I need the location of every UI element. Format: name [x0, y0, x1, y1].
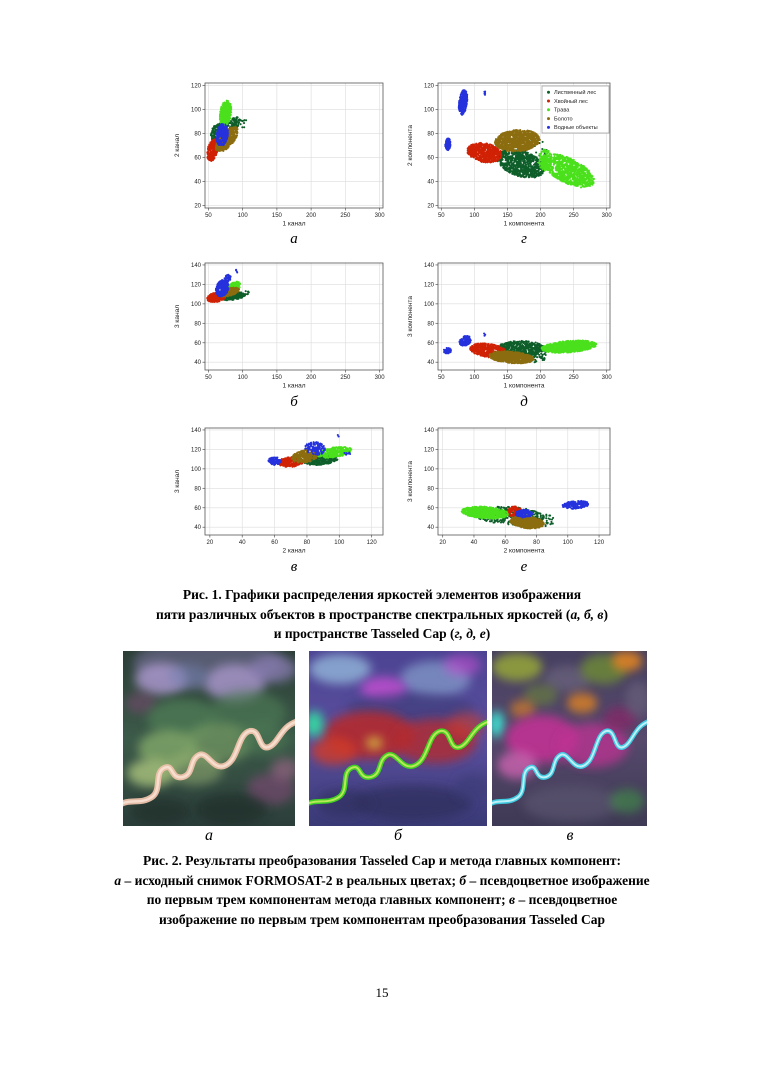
scatter-plot-a-canvas	[170, 73, 400, 233]
y-axis-label: 3 компонента	[407, 296, 414, 337]
svg-text:100: 100	[237, 375, 248, 381]
svg-text:200: 200	[535, 213, 546, 219]
y-axis-label: 2 компонента	[407, 125, 414, 166]
svg-text:100: 100	[190, 107, 201, 114]
svg-text:20: 20	[206, 540, 214, 546]
svg-text:80: 80	[427, 486, 434, 493]
svg-text:250: 250	[340, 213, 351, 219]
svg-text:100: 100	[237, 213, 248, 219]
scatter-plot-e	[403, 418, 627, 560]
satellite-image-b	[309, 651, 487, 826]
svg-text:150: 150	[502, 375, 513, 381]
figure2-caption: Рис. 2. Результаты преобразования Tasseled Cap и метода главных компонент: а – исходный снимок FORMOSAT-2 в реальных цветах; б – псевдоцветное изображение по первым трем компонентам метода главных компонент; в – псевдоцветное изображение по первым трем компонентам преобразования Tasseled Cap	[114, 853, 650, 927]
svg-text:80: 80	[194, 486, 201, 493]
legend-marker	[547, 117, 550, 120]
legend	[542, 86, 609, 133]
svg-text:60: 60	[427, 505, 434, 512]
scatter-plot-g	[403, 73, 627, 233]
scatter-plot-v-canvas	[170, 418, 400, 560]
x-axis-label: 1 компонента	[503, 220, 545, 228]
svg-text:60: 60	[271, 540, 278, 546]
svg-text:120: 120	[423, 447, 434, 454]
svg-text:100: 100	[469, 213, 480, 219]
subplot-label-g: г	[521, 231, 527, 247]
svg-text:140: 140	[423, 262, 434, 269]
image-label-b: б	[393, 827, 403, 844]
y-axis-label: 3 канал	[174, 304, 181, 329]
svg-text:100: 100	[190, 301, 201, 308]
svg-text:300: 300	[601, 375, 612, 381]
svg-text:120: 120	[594, 540, 605, 546]
svg-text:120: 120	[190, 83, 201, 90]
x-axis-label: 1 компонента	[503, 382, 545, 390]
svg-text:40: 40	[194, 179, 201, 186]
scatter-plot-e-canvas	[403, 418, 627, 560]
scatter-plot-v	[170, 418, 400, 560]
x-axis-label: 1 канал	[282, 382, 306, 390]
svg-text:200: 200	[535, 375, 546, 381]
subplot-label-v: в	[290, 559, 298, 575]
svg-text:50: 50	[437, 375, 445, 381]
subplot-label-b: б	[290, 394, 298, 410]
y-axis-label: 3 канал	[174, 469, 181, 494]
legend-marker	[547, 100, 550, 103]
svg-text:60: 60	[427, 155, 434, 162]
svg-text:120: 120	[423, 83, 434, 90]
series-4	[216, 124, 228, 145]
svg-text:80: 80	[194, 131, 201, 138]
page-number: 15	[375, 985, 389, 1000]
svg-text:200: 200	[306, 213, 317, 219]
satellite-image-b-canvas	[309, 651, 487, 826]
satellite-image-v-canvas	[492, 651, 647, 826]
x-axis-label: 2 канал	[282, 547, 306, 555]
svg-text:60: 60	[194, 505, 201, 512]
svg-text:40: 40	[470, 540, 478, 546]
svg-text:60: 60	[501, 540, 509, 546]
svg-text:20: 20	[427, 203, 434, 210]
legend-label: Хвойный лес	[554, 98, 588, 105]
svg-text:250: 250	[568, 213, 579, 219]
legend-label: Водные объекты	[554, 125, 598, 132]
svg-text:100: 100	[562, 540, 573, 546]
legend-label: Болото	[554, 116, 573, 123]
legend-marker	[547, 108, 550, 111]
satellite-image-v	[492, 651, 647, 826]
y-axis-label: 2 канал	[174, 133, 181, 158]
svg-text:140: 140	[190, 427, 201, 434]
scatter-plot-b	[170, 253, 400, 395]
svg-text:40: 40	[427, 179, 434, 186]
svg-text:120: 120	[190, 282, 201, 289]
svg-text:300: 300	[374, 375, 385, 381]
svg-text:40: 40	[427, 360, 434, 367]
svg-text:80: 80	[533, 540, 540, 546]
svg-text:80: 80	[427, 321, 434, 328]
legend-marker	[547, 91, 550, 94]
svg-text:20: 20	[439, 540, 447, 546]
svg-text:120: 120	[366, 540, 377, 546]
svg-text:40: 40	[238, 540, 246, 546]
svg-text:100: 100	[334, 540, 345, 546]
svg-text:100: 100	[190, 466, 201, 473]
svg-text:60: 60	[427, 340, 434, 347]
scatter-plot-g-canvas	[403, 73, 627, 233]
subplot-label-a: а	[290, 231, 298, 247]
image-label-a: а	[205, 827, 213, 844]
svg-text:120: 120	[423, 282, 434, 289]
svg-text:50: 50	[205, 375, 212, 381]
svg-text:80: 80	[427, 131, 434, 138]
svg-text:200: 200	[306, 375, 317, 381]
scatter-plot-d-canvas	[403, 253, 627, 395]
svg-text:80: 80	[194, 321, 201, 328]
scatter-plot-a	[170, 73, 400, 233]
y-axis-label: 3 компонента	[407, 461, 414, 502]
image-label-v: в	[566, 827, 574, 844]
svg-text:60: 60	[194, 155, 201, 162]
svg-text:120: 120	[190, 447, 201, 454]
svg-text:250: 250	[340, 375, 351, 381]
legend-label: Трава	[554, 107, 570, 114]
figure1-caption: Рис. 1. Графики распределения яркостей элементов изображения пяти различных объектов в пространстве спектральных яркостей (а, б, в) и пространстве Tasseled Cap (г, д, е)	[156, 587, 608, 641]
satellite-image-a	[123, 651, 295, 826]
scatter-plot-b-canvas	[170, 253, 400, 395]
svg-text:100: 100	[423, 301, 434, 308]
svg-text:40: 40	[194, 525, 201, 532]
svg-text:100: 100	[423, 466, 434, 473]
scatter-plot-d	[403, 253, 627, 395]
legend-marker	[547, 126, 550, 129]
subplot-label-e: е	[520, 559, 528, 575]
svg-text:20: 20	[194, 203, 201, 210]
svg-text:40: 40	[194, 360, 201, 367]
svg-text:50: 50	[437, 213, 445, 219]
svg-text:100: 100	[423, 107, 434, 114]
svg-text:250: 250	[568, 375, 579, 381]
svg-text:140: 140	[423, 427, 434, 434]
svg-text:80: 80	[303, 540, 311, 546]
svg-text:40: 40	[427, 525, 434, 532]
svg-text:50: 50	[205, 213, 212, 219]
svg-text:150: 150	[502, 213, 513, 219]
legend-label: Лиственный лес	[554, 90, 597, 96]
svg-text:140: 140	[190, 262, 201, 269]
svg-text:100: 100	[469, 375, 480, 381]
x-axis-label: 2 компонента	[503, 547, 545, 555]
x-axis-label: 1 канал	[282, 220, 306, 228]
satellite-image-a-canvas	[123, 651, 295, 826]
svg-text:60: 60	[194, 340, 201, 347]
svg-text:300: 300	[374, 213, 385, 219]
subplot-label-d: д	[520, 394, 528, 410]
series-3	[495, 130, 540, 152]
svg-text:150: 150	[271, 213, 282, 219]
svg-text:300: 300	[601, 213, 612, 219]
svg-text:150: 150	[271, 375, 282, 381]
